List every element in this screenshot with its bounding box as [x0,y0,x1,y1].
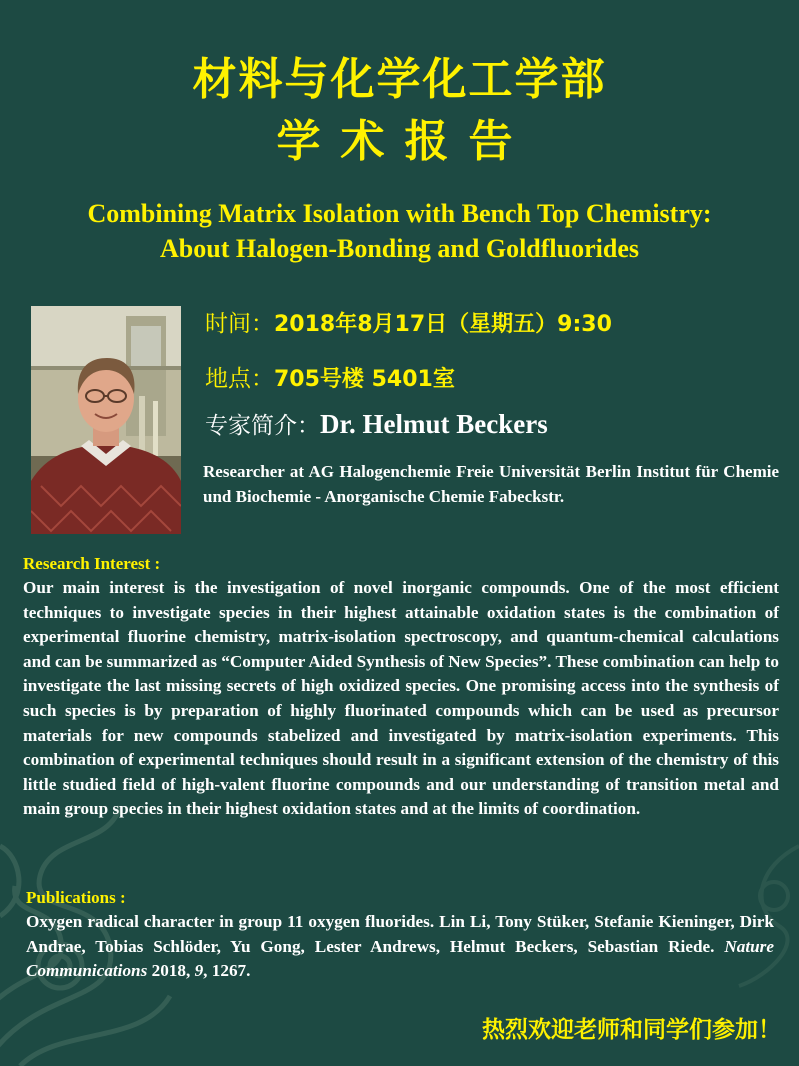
time-line [205,307,612,341]
time-label: 时间： [205,311,274,337]
journal-name: Nature Communications [26,936,774,981]
place-value: 705号楼 5401室 [274,367,455,392]
expert-name: Dr. Helmut Beckers [320,409,548,439]
welcome-message: 热烈欢迎老师和同学们参加！ [482,1017,781,1043]
expert-label: 专家简介： [205,413,320,439]
research-interest-heading: Research Interest : [23,554,161,573]
place-label: 地点： [205,366,274,392]
publication-citation [26,910,774,984]
place-line [205,362,455,396]
talk-title-line-2: About Halogen-Bonding and Goldfluorides [160,234,639,263]
publication-volume: 9 [194,961,204,981]
speaker-affiliation: Researcher at AG Halogenchemie Freie Universität Berlin Institut für Chemie und Biochemie - Anorganische Chemie Fabeckstr. [203,462,779,506]
department-title: 材料与化学化工学部 [192,54,607,105]
publication-pages: , 1267. [203,961,251,981]
citation-text: Oxygen radical character in group 11 oxygen fluorides. Lin Li, Tony Stüker, Stefanie Kieninger, Dirk Andrae, Tobias Schlöder, Yu Gong, Lester Andrews, Helmut Beckers, Sebastian Riede. [26,912,774,956]
publication-year: 2018, [151,961,191,981]
publications-heading: Publications : [26,888,126,907]
talk-title-line-1: Combining Matrix Isolation with Bench Top Chemistry: [87,199,712,228]
speaker-photo [31,306,181,534]
portrait-photo-icon [31,306,181,534]
time-value: 2018年8月17日（星期五）9:30 [274,312,612,337]
report-label: 学术报告 [276,116,533,167]
expert-line [205,408,548,442]
research-interest-text: Our main interest is the investigation of novel inorganic compounds. One of the most efficient techniques to investigate species in their highest attainable oxidation states is the combination of experimental fluorine chemistry, matrix-isolation spectroscopy, and quantum-chemical calculations and can be summarized as “Computer Aided Synthesis of New Species”. These combination can help to investigate the last missing secrets of high oxidized species. One promising access into the synthesis of such species is by preparation of highly fluorinated compounds which can be used as precursor materials for new compounds stabelized and investigated by matrix-isolation experiments. This combination of experimental techniques should result in a significant extension of the chemistry of this little studied field of high-valent fluorine compounds and our understanding of transition metal and main group species in their highest oxidation states and at the limits of coordination. [23,578,779,819]
